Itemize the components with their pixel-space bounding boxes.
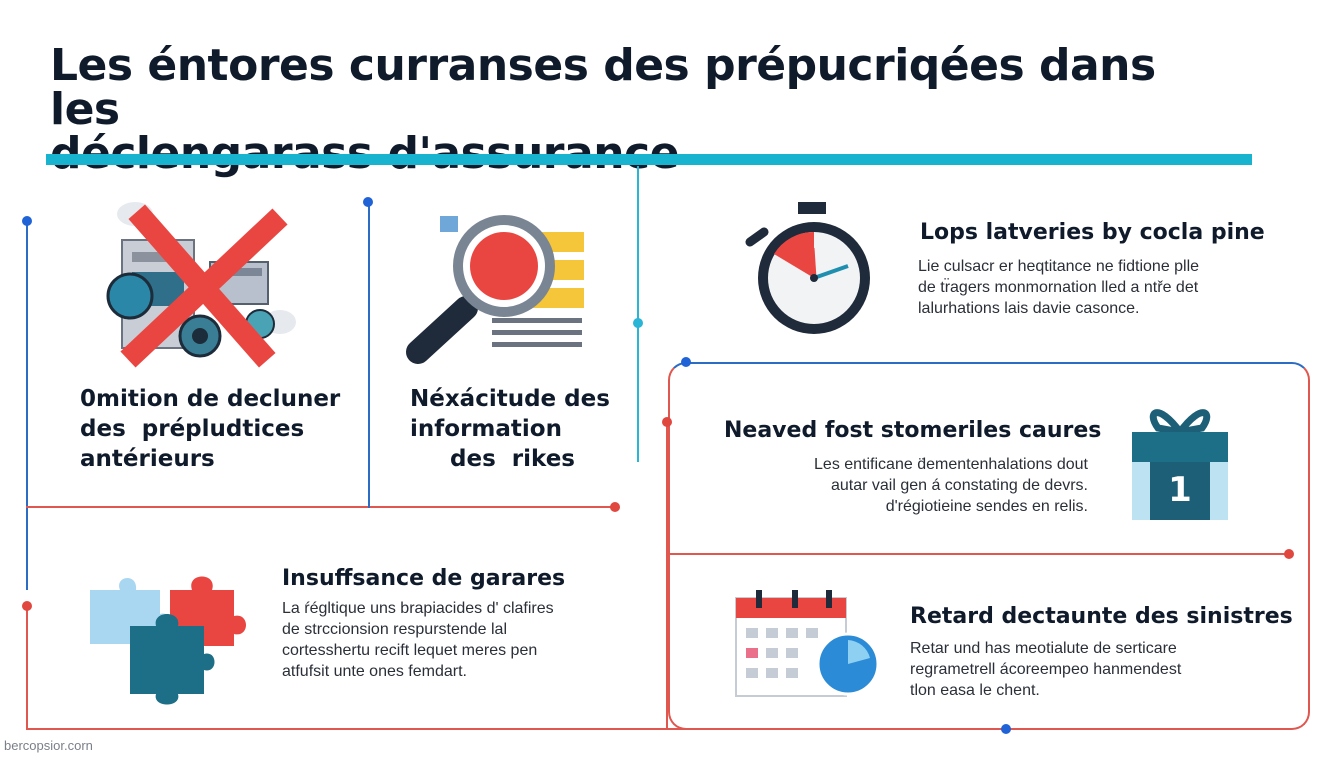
label-line: 0mition de decluner [80, 386, 341, 412]
card-neaved-heading: Neaved fost stomeriles caures [724, 418, 1102, 443]
card-inexactitude-label [410, 384, 610, 474]
footer-watermark: bercopsior.corn [4, 738, 93, 753]
label-line: information [410, 416, 562, 442]
card-insufficiency-heading: Insuffsance de garares [282, 566, 566, 591]
connector-dot [1284, 549, 1294, 559]
connector-dot [1001, 724, 1011, 734]
card-delay-description [910, 638, 1181, 701]
puzzle-pieces-icon [86, 570, 252, 700]
desc-line: lalurhations lais davie casonce. [918, 300, 1140, 317]
desc-line: d'régiotieine sendes en relis. [885, 498, 1088, 515]
label-line: des prépludtices [80, 416, 305, 442]
connector-line [637, 166, 639, 462]
title-underline [46, 154, 1252, 165]
connector-dot [22, 216, 32, 226]
desc-line: Les entificane d̈ementenhalations dout [814, 456, 1088, 473]
card-insufficiency-description [282, 598, 554, 682]
desc-line: cortesshertu recift lequet meres pen [282, 642, 538, 659]
card-latency-description [918, 256, 1199, 319]
desc-line: Lie culsacr er heqtitance ne fidtione plle [918, 258, 1200, 275]
calendar-icon [732, 588, 882, 700]
desc-line: regrametrell ácoreempeo hanmendest [910, 661, 1182, 678]
connector-dot [681, 357, 691, 367]
desc-line: de strccionsion respurstende lal [282, 621, 508, 638]
card-neaved-description [784, 454, 1088, 517]
connector-dot [662, 417, 672, 427]
magnifying-glass-icon [400, 214, 590, 370]
crossed-out-documents-icon [100, 196, 300, 361]
gift-box-number: 1 [1168, 470, 1192, 510]
desc-line: tlon easa le chent. [910, 682, 1040, 699]
title-line-1: Les éntores curranses des prépucriqées dans les [50, 40, 1156, 135]
connector-dot [633, 318, 643, 328]
connector-line [26, 606, 28, 730]
connector-line [26, 220, 28, 590]
desc-line: de tr̈agers monmornation lled a ntře det [918, 279, 1199, 296]
card-omission-label [80, 384, 340, 474]
desc-line: Retar und has meotialute de serticare [910, 640, 1177, 657]
label-line: Néxácitude des [410, 386, 610, 412]
connector-line [368, 202, 370, 508]
desc-line: autar vail gen á constating de devrs. [830, 477, 1088, 494]
connector-dot [22, 601, 32, 611]
desc-line: atfufsit unte ones femdart. [282, 663, 467, 680]
stopwatch-icon [744, 202, 880, 338]
connector-dot [610, 502, 620, 512]
card-latency-heading: Lops latveries by cocla pine [920, 220, 1265, 245]
desc-line: La ŕégltique uns brapiacides d' clafires [282, 600, 554, 617]
label-line: des rikes [410, 446, 575, 472]
label-line: antérieurs [80, 446, 215, 472]
connector-dot [363, 197, 373, 207]
connector-line [26, 506, 616, 508]
card-delay-heading: Retard dectaunte des sinistres [910, 604, 1293, 629]
